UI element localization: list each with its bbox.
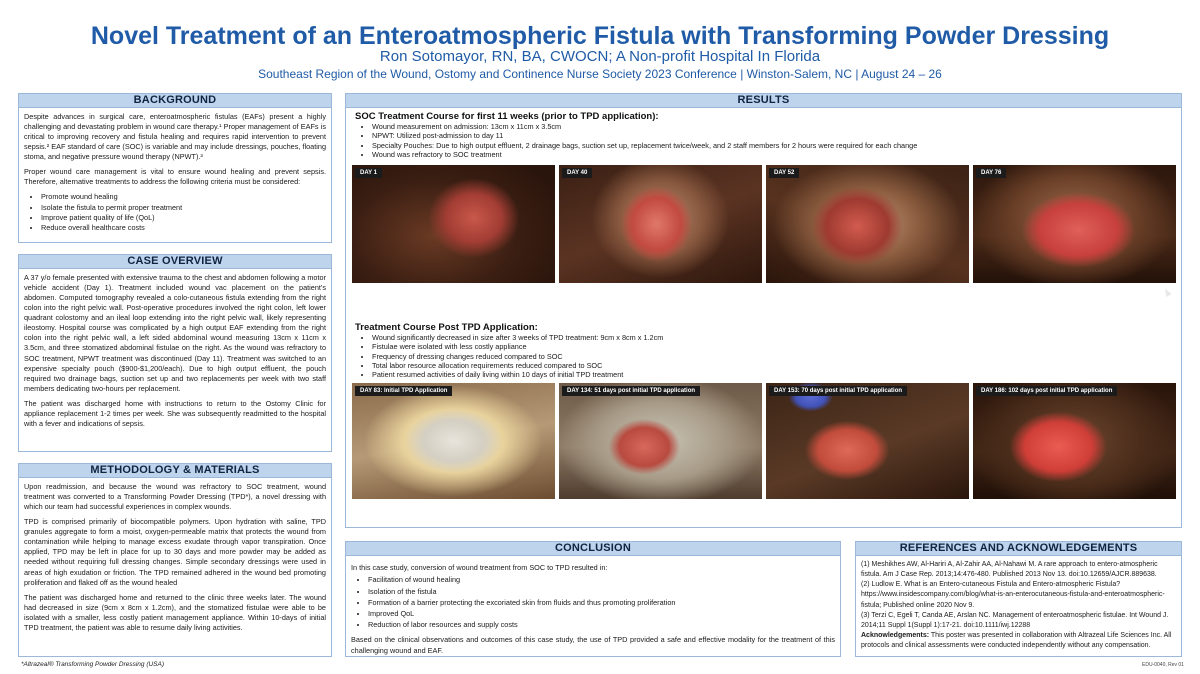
list-item: • Reduction of labor resources and supply costs [368,619,835,630]
wound-photo-day-134 [559,383,762,499]
list-item: • Total labor resource allocation requirements reduced compared to SOC [372,361,1175,370]
case-paragraph-1: A 37 y/o female presented with extensive trauma to the chest and abdomen following a motor vehicle accident (Day 1). Treatment included wound vac placement on the patient's abdomen. Computed tomography revealed a colo-cutaneous fistula extending from the right colon into the right pelvic wall. Post-operative procedures involved the right colon, left lower quadrant colostomy and an ileal loop extending into the right pelvic wall, likely representing ileostomy. Hospital course was complicated by a high output EAF extending from the right colon into the right pelvic wall, a left sided abdominal wound measuring 13cm x 11cm x 3.5cm, and three stomatized abdominal fistulae on the right. As the wound was refractory to SOC treatment, NPWT treatment was discontinued (Day 11). Treatment was switched to an expensive specialty pouch ($900-$1,200/each). Due to high output effluent, the pouch required two drainage bags, suction set up and two replacements per week with two staff members dedicating two-hours per replacement. [24,273,326,393]
conclusion-panel [345,541,841,657]
poster-authors: Ron Sotomayor, RN, BA, CWOCN; A Non-profit Hospital In Florida [379,48,821,65]
conclusion-list [351,574,835,630]
conclusion-intro: In this case study, conversion of wound treatment from SOC to TPD resulted in: [351,563,608,572]
list-item: • Improve patient quality of life (QoL) [41,213,326,223]
photo-label: DAY 83: Initial TPD Application [355,386,452,396]
wound-photo-day-40 [559,165,762,283]
photo-label: DAY 153: 70 days post initial TPD application [769,386,907,396]
list-item: • Isolation of the fistula [368,586,835,597]
wound-photo-day-153 [766,383,969,499]
soc-course-list [355,122,1175,159]
wound-photo-day-52 [766,165,969,283]
soc-course-title: SOC Treatment Course for first 11 weeks (prior to TPD application): [355,111,659,122]
background-criteria-list [24,192,326,232]
photo-label: DAY 76 [976,168,1006,178]
photo-label: DAY 134: 51 days post initial TPD application [562,386,700,396]
background-heading: BACKGROUND [19,94,331,108]
footnote: *Altrazeal® Transforming Powder Dressing (USA) [21,661,165,668]
list-item: • Specialty Pouches: Due to high output effluent, 2 drainage bags, suction set up, replacement twice/week, and 2 staff members for 2 hours were required for each change [372,141,1175,150]
methods-paragraph-2: TPD is comprised primarily of biocompatible polymers. Upon hydration with saline, TPD granules aggregate to form a moist, oxygen-permeable matrix that protects the wound from contamination while helping to manage excess exudate through vapor transpiration. Once applied, TPD may be left in place for up to 30 days and more powder may be added as needed without requiring full dressing changes. Simple secondary dressings were used in areas of high exudation or friction. The TPD remained adhered in the wound bed promoting proliferation and flaked off as the wound healed [24,517,326,587]
list-item: • Isolate the fistula to permit proper treatment [41,203,326,213]
list-item: • Reduce overall healthcare costs [41,223,326,233]
reference-1: (1) Meshikhes AW, Al-Hariri A, Al-Zahir AA, Al-Nahawi M. A rare approach to entero-atmospheric fistula. Am J Case Rep. 2013;14:476-480. Published 2013 Nov 13. doi:10.12659/AJCR.889638. [861,561,1158,579]
results-heading: RESULTS [346,94,1181,108]
background-paragraph-2: Proper wound care management is vital to ensure wound healing and prevent sepsis. Therefore, alternative treatments to address the following criteria must be considered: [24,167,326,187]
methodology-heading: METHODOLOGY & MATERIALS [19,464,331,478]
case-overview-panel [18,254,332,452]
poster-conference: Southeast Region of the Wound, Ostomy and Continence Nurse Society 2023 Conference | Winston-Salem, NC | August 24 – 26 [258,67,942,81]
list-item: • NPWT: Utilized post-admission to day 11 [372,131,1175,140]
references-heading: REFERENCES AND ACKNOWLEDGEMENTS [856,542,1181,556]
results-panel [345,93,1182,528]
tpd-course-list [355,333,1175,380]
photo-label: DAY 1 [355,168,382,178]
list-item: • Patient resumed activities of daily living within 10 days of initial TPD treatment [372,370,1175,379]
poster-title: Novel Treatment of an Enteroatmospheric Fistula with Transforming Powder Dressing [90,22,1110,50]
list-item: • Wound was refractory to SOC treatment [372,150,1175,159]
conclusion-closing: Based on the clinical observations and outcomes of this case study, the use of TPD provided a safe and effective modality for the treatment of this challenging wound and EAF. [351,634,835,656]
photo-label: DAY 186: 102 days post initial TPD application [976,386,1117,396]
acknowledgements-text: This poster was presented in collaboration with Altrazeal Life Sciences Inc. All protocols and clinical assessments were conducted independently without any compensation. [861,631,1172,650]
list-item: • Wound significantly decreased in size after 3 weeks of TPD treatment: 9cm x 8cm x 1.2cm [372,333,1175,342]
background-paragraph-1: Despite advances in surgical care, enteroatmospheric fistulas (EAFs) present a highly challenging and devastating problem in wound care therapy.¹ Proper management of EAFs is critical to improving recovery and fistula healing and requires rapid intervention to prevent sepsis.² EAF standard of care (SOC) is variable and may include dressings, pouches, floating stoma, and negative pressure wound therapy (NPWT).³ [24,112,326,162]
list-item: • Improved QoL [368,608,835,619]
list-item: • Promote wound healing [41,192,326,202]
list-item: • Frequency of dressing changes reduced compared to SOC [372,352,1175,361]
list-item: • Formation of a barrier protecting the excoriated skin from fluids and thus promoting proliferation [368,597,835,608]
methods-paragraph-3: The patient was discharged home and returned to the clinic three weeks later. The wound had decreased in size (9cm x 8cm x 1.2cm), and the stomatized fistulae were able to be isolated with a smaller, less costly patient management appliance. Within 10-days of initial TPD treatment, the patient was able to resume daily living activities. [24,592,326,632]
acknowledgements [861,631,1176,651]
list-item: • Fistulae were isolated with less costly appliance [372,342,1175,351]
reference-3: (3) Terzi C, Egeli T, Canda AE, Arslan NC. Management of enteroatmospheric fistulae. Int Wound J. 2014;11 Suppl 1(Suppl 1):17-21. doi:10.1111/iwj.12288 [861,611,1169,629]
photo-label: DAY 52 [769,168,799,178]
wound-photo-day-76 [973,165,1176,283]
methodology-panel [18,463,332,657]
case-paragraph-2: The patient was discharged home with instructions to return to the Ostomy Clinic for appliance replacement 1-2 times per week. She was subsequently readmitted to the hospital with a fever and indications of sepsis. [24,398,326,428]
reference-2: (2) Ludlow E. What is an Entero-cutaneous Fistula and Entero-atmospheric Fistula? https://www.insidescompany.com/blog/what-is-an-enterocutaneous-fistula-and-enteroatmospheric-fistula; Published online 2020 Nov 9. [861,581,1165,609]
list-item: • Wound measurement on admission: 13cm x 11cm x 3.5cm [372,122,1175,131]
methods-paragraph-1: Upon readmission, and because the wound was refractory to SOC treatment, wound treatment was converted to a Transforming Powder Dressing (TPD*), a novel dressing with which our team had successful experiences in complex wounds. [24,482,326,512]
wound-photo-day-1 [352,165,555,283]
list-item: • Facilitation of wound healing [368,574,835,585]
wound-photo-day-186 [973,383,1176,499]
photo-label: DAY 40 [562,168,592,178]
references-panel [855,541,1182,657]
acknowledgements-label: Acknowledgements: [861,631,930,639]
conclusion-heading: CONCLUSION [346,542,840,556]
wound-photo-day-83 [352,383,555,499]
tpd-course-title: Treatment Course Post TPD Application: [355,322,538,333]
case-overview-heading: CASE OVERVIEW [19,255,331,269]
document-code: EDU-0040, Rev 01 [1142,662,1184,668]
background-panel [18,93,332,243]
